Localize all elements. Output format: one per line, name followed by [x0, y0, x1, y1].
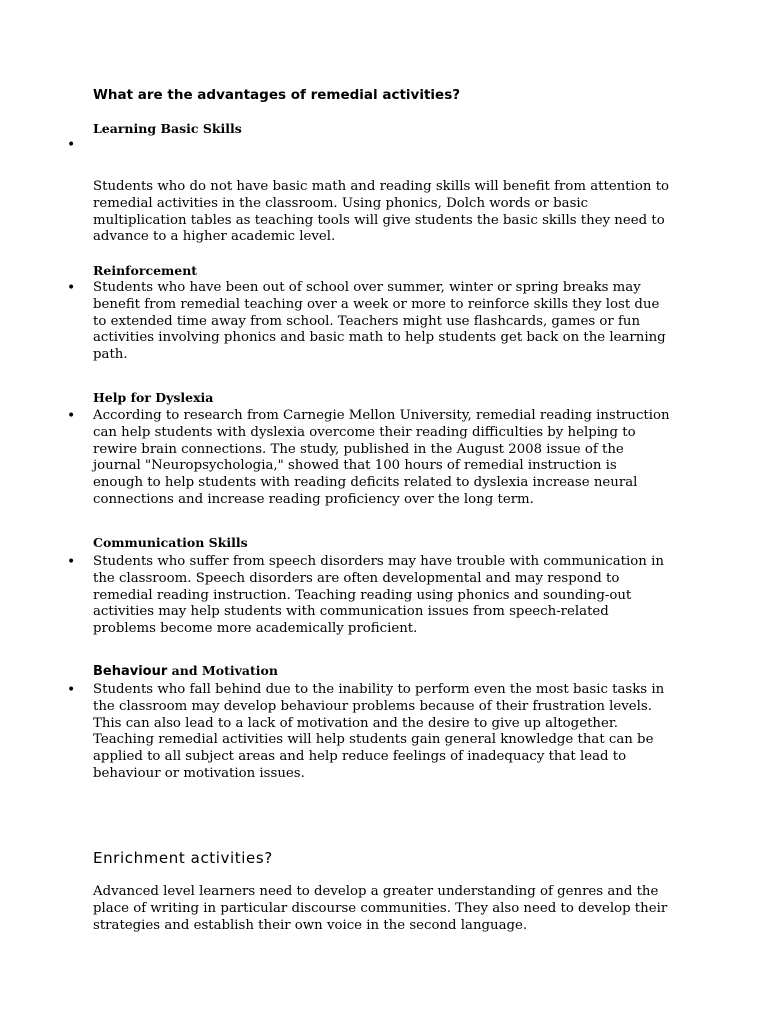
- text-line: problems become more academically proficient.: [93, 621, 418, 637]
- text-line: According to research from Carnegie Mellon University, remedial reading instruction: [93, 408, 670, 423]
- section-heading-learning-basic-skills: Learning Basic Skills: [93, 121, 242, 136]
- text-line: Students who have been out of school over summer, winter or spring breaks may: [93, 280, 641, 295]
- text-line: activities involving phonics and basic math to help students get back on the learning: [93, 330, 666, 346]
- enrichment-body: [93, 884, 693, 934]
- text-line: Students who fall behind due to the inability to perform even the most basic tasks in: [93, 682, 665, 697]
- text-line: applied to all subject areas and help reduce feelings of inadequacy that lead to: [93, 749, 627, 765]
- text-line: Teaching remedial activities will help students gain general knowledge that can be: [93, 732, 654, 748]
- text-line: connections and increase reading proficiency over the long term.: [93, 491, 534, 507]
- text-line: Students who suffer from speech disorders may have trouble with communication in: [93, 554, 664, 569]
- text-line: strategies and establish their own voice in the second language.: [93, 917, 528, 933]
- text-line: enough to help students with reading deficits related to dyslexia increase neural: [93, 475, 638, 491]
- bullet-point: •: [67, 682, 76, 698]
- section-heading-behaviour-and-motivation: [93, 663, 278, 680]
- section-heading-communication-skills: Communication Skills: [93, 535, 248, 550]
- bullet-point: •: [67, 554, 76, 570]
- text-line: Students who do not have basic math and reading skills will benefit from attention to: [93, 179, 670, 194]
- section-body-reinforcement: [93, 280, 693, 364]
- text-line: journal "Neuropsychologia," showed that 100 hours of remedial instruction is: [93, 458, 617, 474]
- text-line: can help students with dyslexia overcome their reading difficulties by helping to: [93, 424, 636, 440]
- text-line: behaviour or motivation issues.: [93, 765, 305, 781]
- text-line: remedial reading instruction. Teaching reading using phonics and sounding-out: [93, 587, 632, 603]
- section-body-help-for-dyslexia: [93, 408, 693, 509]
- enrichment-title: Enrichment activities?: [93, 849, 273, 867]
- text-line: the classroom may develop behaviour problems because of their frustration levels.: [93, 698, 652, 714]
- section-body-communication-skills: [93, 554, 693, 638]
- section-heading-help-for-dyslexia: Help for Dyslexia: [93, 390, 214, 405]
- text-line: Advanced level learners need to develop a greater understanding of genres and the: [93, 884, 659, 899]
- text-line: multiplication tables as teaching tools will give students the basic skills they need to: [93, 212, 665, 228]
- page-title: What are the advantages of remedial activities?: [93, 87, 461, 103]
- section-heading-reinforcement: Reinforcement: [93, 263, 198, 278]
- section-body-learning-basic-skills: [93, 179, 693, 246]
- heading-part-behaviour: Behaviour: [93, 664, 168, 679]
- bullet-point: •: [67, 408, 76, 424]
- text-line: place of writing in particular discourse communities. They also need to develop their: [93, 900, 668, 916]
- heading-part-motivation: and Motivation: [167, 663, 278, 678]
- text-line: the classroom. Speech disorders are often developmental and may respond to: [93, 570, 620, 586]
- text-line: rewire brain connections. The study, published in the August 2008 issue of the: [93, 441, 624, 457]
- section-body-behaviour-and-motivation: [93, 682, 693, 783]
- text-line: path.: [93, 347, 128, 363]
- text-line: benefit from remedial teaching over a week or more to reinforce skills they lost due: [93, 296, 660, 312]
- text-line: activities may help students with communication issues from speech-related: [93, 604, 609, 620]
- bullet-point: •: [67, 137, 76, 153]
- text-line: This can also lead to a lack of motivation and the desire to give up altogether.: [93, 715, 618, 731]
- text-line: remedial activities in the classroom. Using phonics, Dolch words or basic: [93, 195, 589, 211]
- text-line: to extended time away from school. Teachers might use flashcards, games or fun: [93, 313, 641, 329]
- bullet-point: •: [67, 280, 76, 296]
- text-line: advance to a higher academic level.: [93, 229, 336, 245]
